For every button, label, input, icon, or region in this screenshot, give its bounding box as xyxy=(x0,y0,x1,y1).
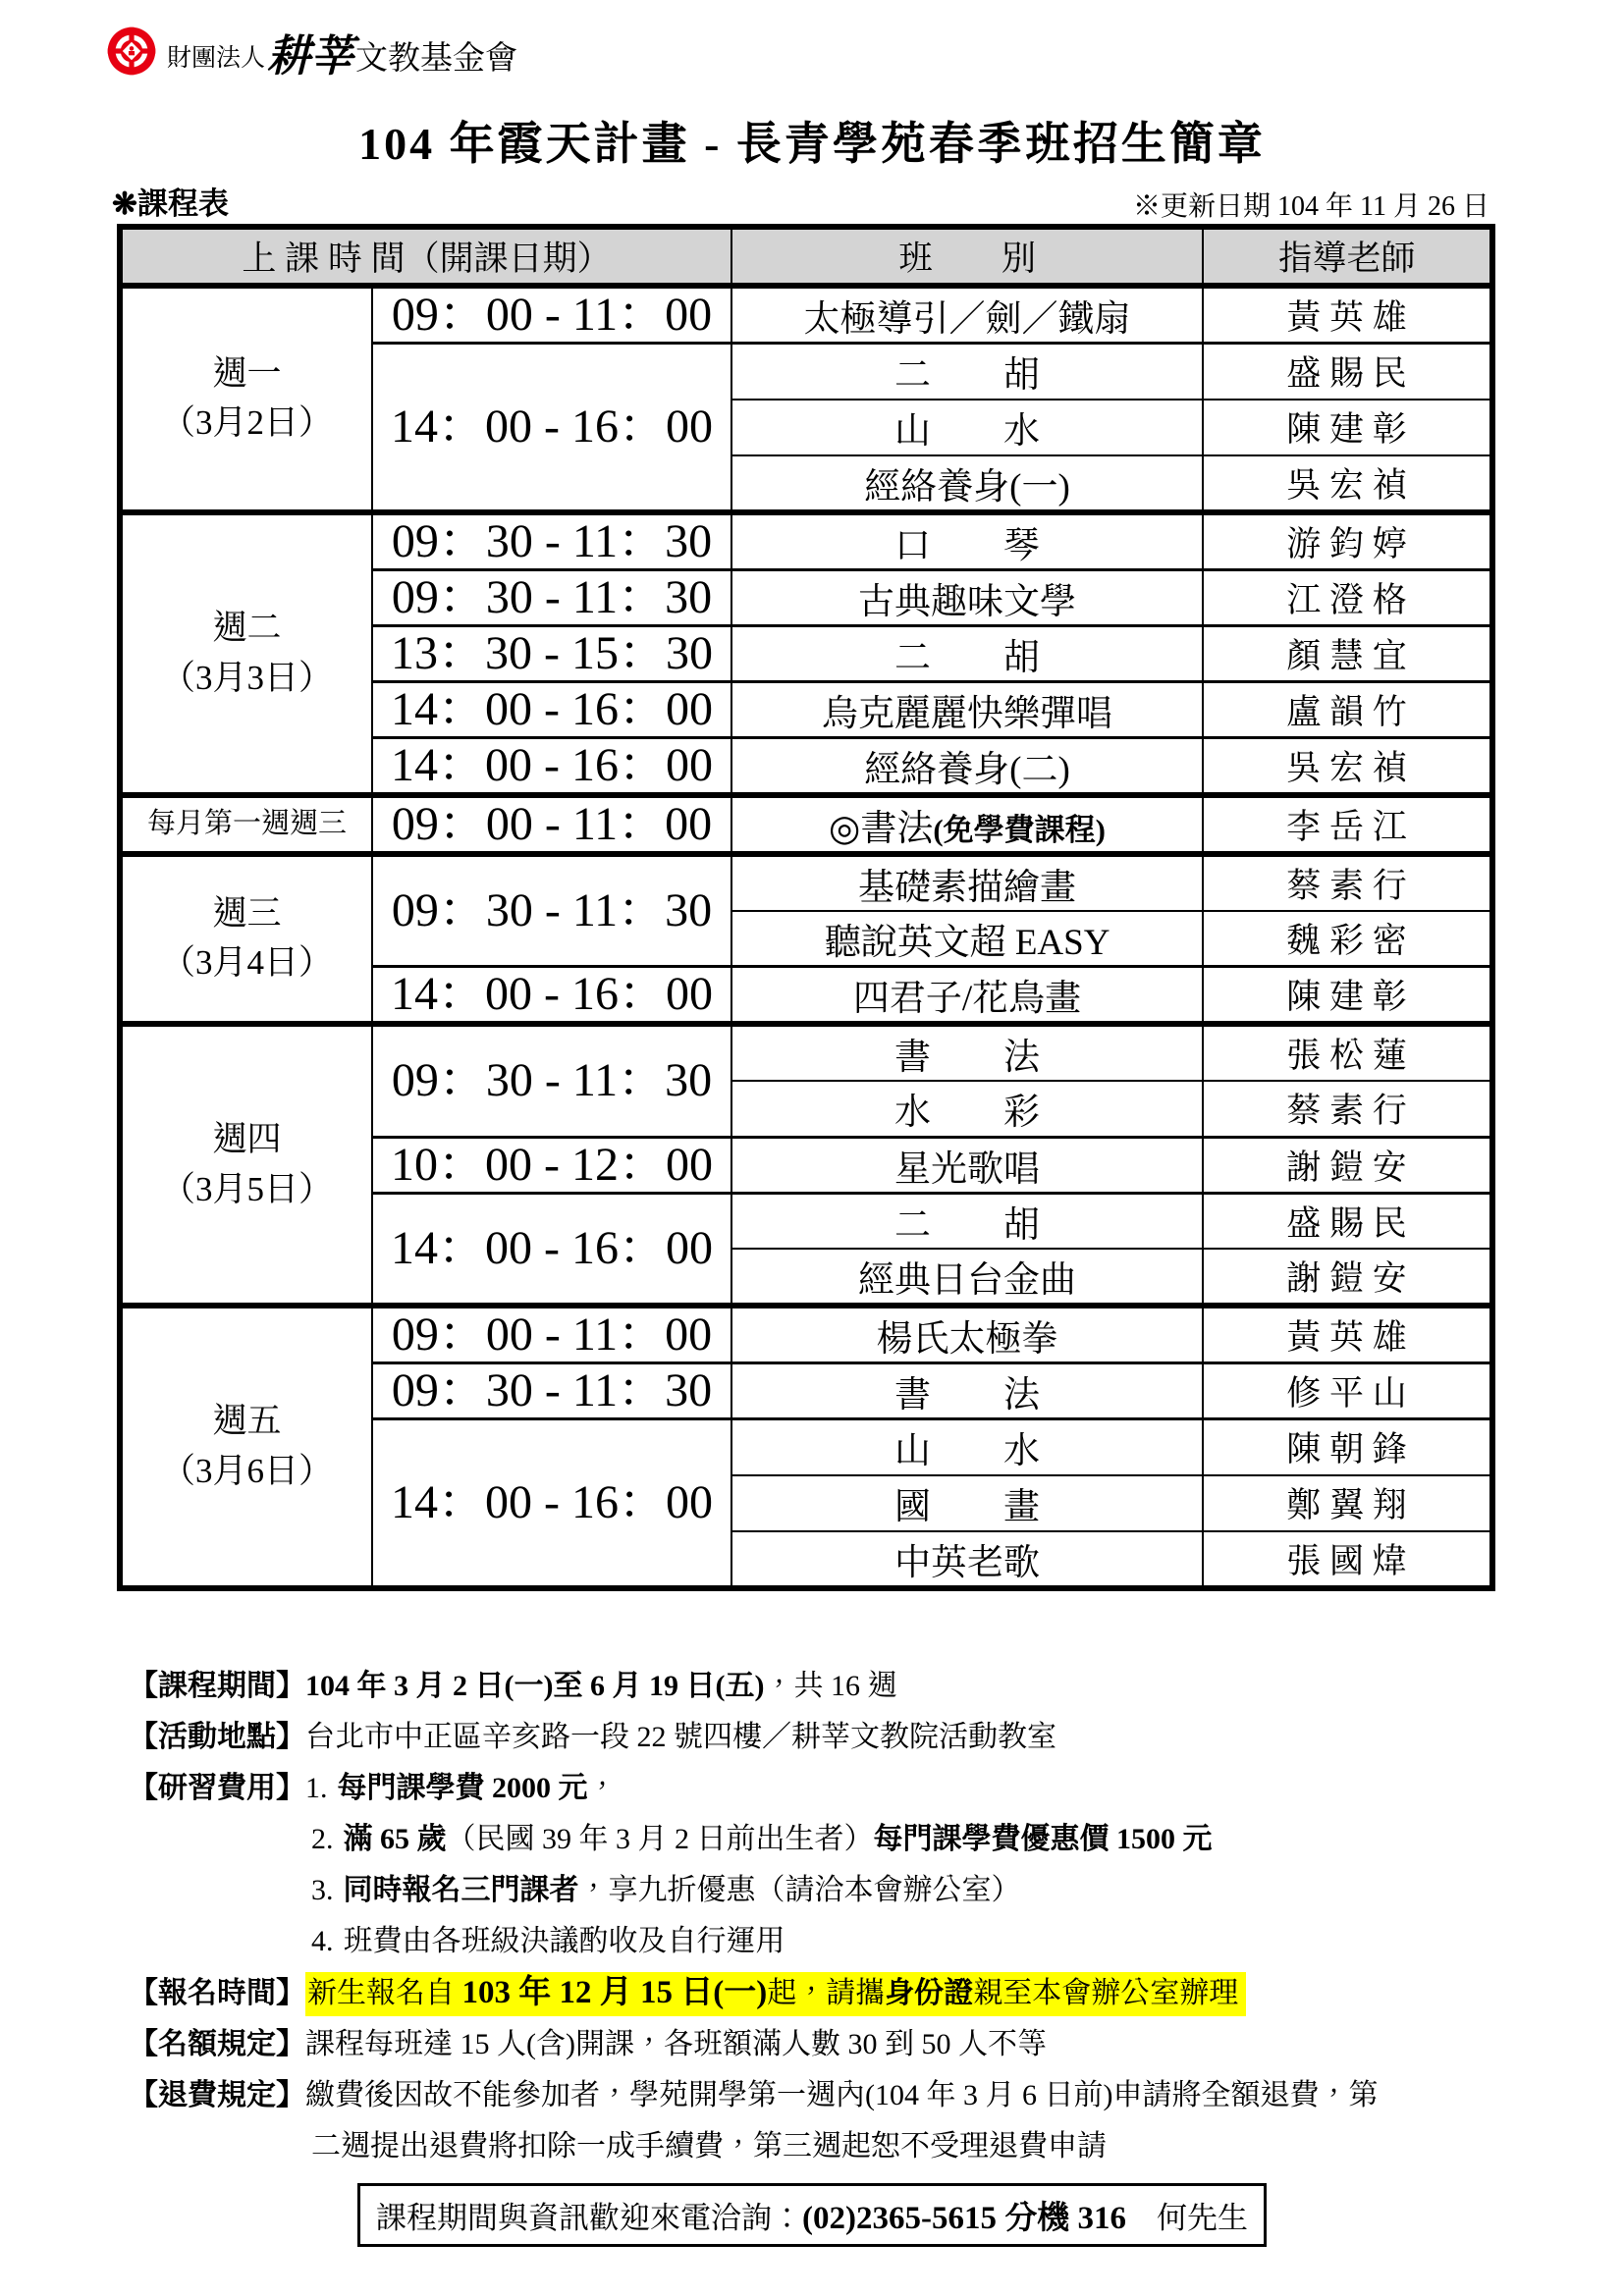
class-cell: 中英老歌 xyxy=(731,1531,1203,1588)
table-row xyxy=(120,1306,1492,1363)
teacher-cell: 魏 彩 密 xyxy=(1203,911,1492,967)
day-cell xyxy=(120,286,372,512)
note-fee-4 xyxy=(129,1922,1523,1961)
note-quota xyxy=(129,2025,1523,2064)
class-cell: 水 彩 xyxy=(731,1081,1203,1137)
class-label: ◎書法 xyxy=(829,808,934,849)
day-date: （3月4日） xyxy=(160,943,333,983)
note-text: 每門課學費優惠價 1500 元 xyxy=(873,1823,1213,1855)
note-fee-1 xyxy=(129,1769,1523,1808)
class-cell: 基礎素描繪畫 xyxy=(731,854,1203,911)
teacher-cell: 張 國 煒 xyxy=(1203,1531,1492,1588)
col-header-teacher: 指導老師 xyxy=(1203,227,1492,286)
time-cell: 09：00 - 11：00 xyxy=(372,1306,731,1363)
note-label: 【名額規定】 xyxy=(129,2028,305,2060)
note-text: ，享九折優惠（請洽本會辦公室） xyxy=(578,1874,1021,1906)
table-row xyxy=(120,512,1492,570)
day-label: 每月第一週週三 xyxy=(146,808,347,840)
contact-box xyxy=(357,2183,1267,2247)
note-text: （民國 39 年 3 月 2 日前出生者） xyxy=(446,1823,874,1855)
teacher-cell: 蔡 素 行 xyxy=(1203,854,1492,911)
class-cell: 太極導引／劍／鐵扇 xyxy=(731,286,1203,344)
time-cell: 09：30 - 11：30 xyxy=(372,569,731,625)
time-cell: 10：00 - 12：00 xyxy=(372,1137,731,1193)
list-number: 1. xyxy=(305,1772,328,1804)
day-label: 週一 xyxy=(212,353,282,393)
class-cell: 經典日台金曲 xyxy=(731,1249,1203,1306)
note-text: 二週提出退費將扣除一成手續費，第三週起恕不受理退費申請 xyxy=(311,2130,1107,2163)
class-cell: 楊氏太極拳 xyxy=(731,1306,1203,1363)
teacher-cell: 陳 建 彰 xyxy=(1203,967,1492,1025)
note-text: 滿 65 歲 xyxy=(343,1823,447,1855)
table-header-row xyxy=(120,227,1492,286)
class-cell: 山 水 xyxy=(731,1419,1203,1475)
day-cell xyxy=(120,512,372,795)
teacher-cell: 鄭 翼 翔 xyxy=(1203,1475,1492,1531)
list-number: 4. xyxy=(311,1925,334,1957)
page-title: 104 年霞天計畫 - 長青學苑春季班招生簡章 xyxy=(358,119,1266,169)
teacher-cell: 陳 建 彰 xyxy=(1203,400,1492,455)
note-period xyxy=(129,1667,1523,1706)
time-cell: 09：30 - 11：30 xyxy=(372,854,731,967)
teacher-cell: 黃 英 雄 xyxy=(1203,286,1492,344)
time-cell: 14：00 - 16：00 xyxy=(372,967,731,1025)
time-cell: 09：30 - 11：30 xyxy=(372,512,731,570)
teacher-cell: 修 平 山 xyxy=(1203,1363,1492,1419)
note-text: ，共 16 週 xyxy=(764,1670,897,1702)
col-header-class: 班 別 xyxy=(731,227,1203,286)
teacher-cell: 盧 韻 竹 xyxy=(1203,681,1492,737)
time-cell: 09：00 - 11：00 xyxy=(372,795,731,854)
class-cell: 經絡養身(二) xyxy=(731,737,1203,795)
day-cell xyxy=(120,1306,372,1588)
note-label: 【活動地點】 xyxy=(129,1721,305,1753)
note-text: 繳費後因故不能參加者，學苑開學第一週內(104 年 3 月 6 日前)申請將全額退費，第 xyxy=(305,2079,1379,2111)
class-cell: 四君子/花鳥畫 xyxy=(731,967,1203,1025)
org-name-prefix: 財團法人 xyxy=(167,45,266,72)
time-cell: 14：00 - 16：00 xyxy=(372,1419,731,1588)
note-label: 【報名時間】 xyxy=(129,1977,305,2009)
class-cell: 聽說英文超 EASY xyxy=(731,911,1203,967)
class-cell: 二 胡 xyxy=(731,344,1203,400)
notes-section xyxy=(129,1667,1523,2178)
day-label: 週五 xyxy=(212,1402,282,1440)
note-text: 課程每班達 15 人(含)開課，各班額滿人數 30 到 50 人不等 xyxy=(305,2028,1047,2060)
signup-highlight xyxy=(305,1972,1246,2016)
teacher-cell: 吳 宏 禎 xyxy=(1203,455,1492,512)
teacher-cell: 江 澄 格 xyxy=(1203,569,1492,625)
org-name-suffix: 文教基金會 xyxy=(355,41,518,77)
day-date: （3月2日） xyxy=(160,403,333,443)
class-cell: 二 胡 xyxy=(731,1193,1203,1249)
contact-person: 何先生 xyxy=(1125,2201,1248,2235)
teacher-cell: 謝 鎧 安 xyxy=(1203,1249,1492,1306)
foundation-logo-icon xyxy=(106,26,157,77)
note-refund xyxy=(129,2076,1523,2115)
time-cell: 14：00 - 16：00 xyxy=(372,681,731,737)
class-cell: 星光歌唱 xyxy=(731,1137,1203,1193)
list-number: 2. xyxy=(311,1823,334,1855)
note-label: 【研習費用】 xyxy=(129,1772,305,1804)
org-header xyxy=(106,26,517,79)
table-row xyxy=(120,795,1492,854)
note-text: 104 年 3 月 2 日(一)至 6 月 19 日(五) xyxy=(305,1670,765,1702)
time-cell: 09：30 - 11：30 xyxy=(372,1363,731,1419)
table-row xyxy=(120,1024,1492,1081)
note-venue xyxy=(129,1718,1523,1757)
note-fee-2 xyxy=(129,1820,1523,1859)
class-cell: 二 胡 xyxy=(731,625,1203,681)
time-cell: 09：00 - 11：00 xyxy=(372,286,731,344)
course-table-marker: ❋課程表 xyxy=(112,187,229,221)
teacher-cell: 盛 賜 民 xyxy=(1203,1193,1492,1249)
day-date: （3月5日） xyxy=(160,1169,333,1208)
course-schedule-table xyxy=(117,224,1495,1591)
table-row xyxy=(120,286,1492,344)
teacher-cell: 吳 宏 禎 xyxy=(1203,737,1492,795)
class-cell: 書 法 xyxy=(731,1024,1203,1081)
day-label: 週二 xyxy=(212,608,282,647)
time-cell: 09：30 - 11：30 xyxy=(372,1024,731,1137)
class-cell: 烏克麗麗快樂彈唱 xyxy=(731,681,1203,737)
contact-text: 課程期間與資訊歡迎來電洽詢： xyxy=(376,2201,803,2235)
class-cell: 山 水 xyxy=(731,400,1203,455)
teacher-cell: 李 岳 江 xyxy=(1203,795,1492,854)
note-text: 起，請攜 xyxy=(767,1977,886,2009)
org-name-brand: 耕莘 xyxy=(267,32,354,80)
note-signup xyxy=(129,1973,1523,2013)
teacher-cell: 顏 慧 宜 xyxy=(1203,625,1492,681)
note-text: 身份證 xyxy=(885,1977,974,2009)
note-fee-3 xyxy=(129,1871,1523,1910)
day-cell xyxy=(120,854,372,1025)
time-cell: 14：00 - 16：00 xyxy=(372,344,731,512)
teacher-cell: 黃 英 雄 xyxy=(1203,1306,1492,1363)
note-label: 【退費規定】 xyxy=(129,2079,305,2111)
time-cell: 14：00 - 16：00 xyxy=(372,1193,731,1306)
day-cell xyxy=(120,1024,372,1306)
teacher-cell: 陳 朝 鋒 xyxy=(1203,1419,1492,1475)
note-text: ， xyxy=(587,1772,618,1804)
note-text: 每門課學費 2000 元 xyxy=(337,1772,588,1804)
class-cell: 書 法 xyxy=(731,1363,1203,1419)
teacher-cell: 游 鈞 婷 xyxy=(1203,512,1492,570)
day-label: 週三 xyxy=(212,893,282,933)
signup-date: 103 年 12 月 15 日(一) xyxy=(461,1975,768,2010)
note-text: 班費由各班級決議酌收及自行運用 xyxy=(343,1925,785,1957)
updated-date: ※更新日期 104 年 11 月 26 日 xyxy=(1133,191,1489,222)
class-cell: 國 畫 xyxy=(731,1475,1203,1531)
contact-phone: (02)2365-5615 分機 316 xyxy=(802,2201,1126,2236)
teacher-cell: 謝 鎧 安 xyxy=(1203,1137,1492,1193)
list-number: 3. xyxy=(311,1874,334,1906)
table-row xyxy=(120,854,1492,911)
note-text: 台北市中正區辛亥路一段 22 號四樓／耕莘文教院活動教室 xyxy=(305,1721,1056,1753)
note-text: 新生報名自 xyxy=(307,1977,462,2009)
note-label: 【課程期間】 xyxy=(129,1670,305,1702)
teacher-cell: 蔡 素 行 xyxy=(1203,1081,1492,1137)
free-course-note: (免學費課程) xyxy=(933,812,1106,847)
note-refund-cont xyxy=(129,2127,1523,2166)
day-cell xyxy=(120,795,372,854)
col-header-time: 上 課 時 間（開課日期） xyxy=(120,227,731,286)
note-text: 親至本會辦公室辦理 xyxy=(973,1977,1239,2009)
class-cell: 古典趣味文學 xyxy=(731,569,1203,625)
day-date: （3月3日） xyxy=(160,658,333,697)
time-cell: 13：30 - 15：30 xyxy=(372,625,731,681)
class-cell xyxy=(731,795,1203,854)
time-cell: 14：00 - 16：00 xyxy=(372,737,731,795)
teacher-cell: 盛 賜 民 xyxy=(1203,344,1492,400)
note-text: 同時報名三門課者 xyxy=(343,1874,579,1906)
class-cell: 經絡養身(一) xyxy=(731,455,1203,512)
class-cell: 口 琴 xyxy=(731,512,1203,570)
teacher-cell: 張 松 蓮 xyxy=(1203,1024,1492,1081)
day-label: 週四 xyxy=(212,1119,282,1158)
day-date: （3月6日） xyxy=(160,1451,333,1490)
